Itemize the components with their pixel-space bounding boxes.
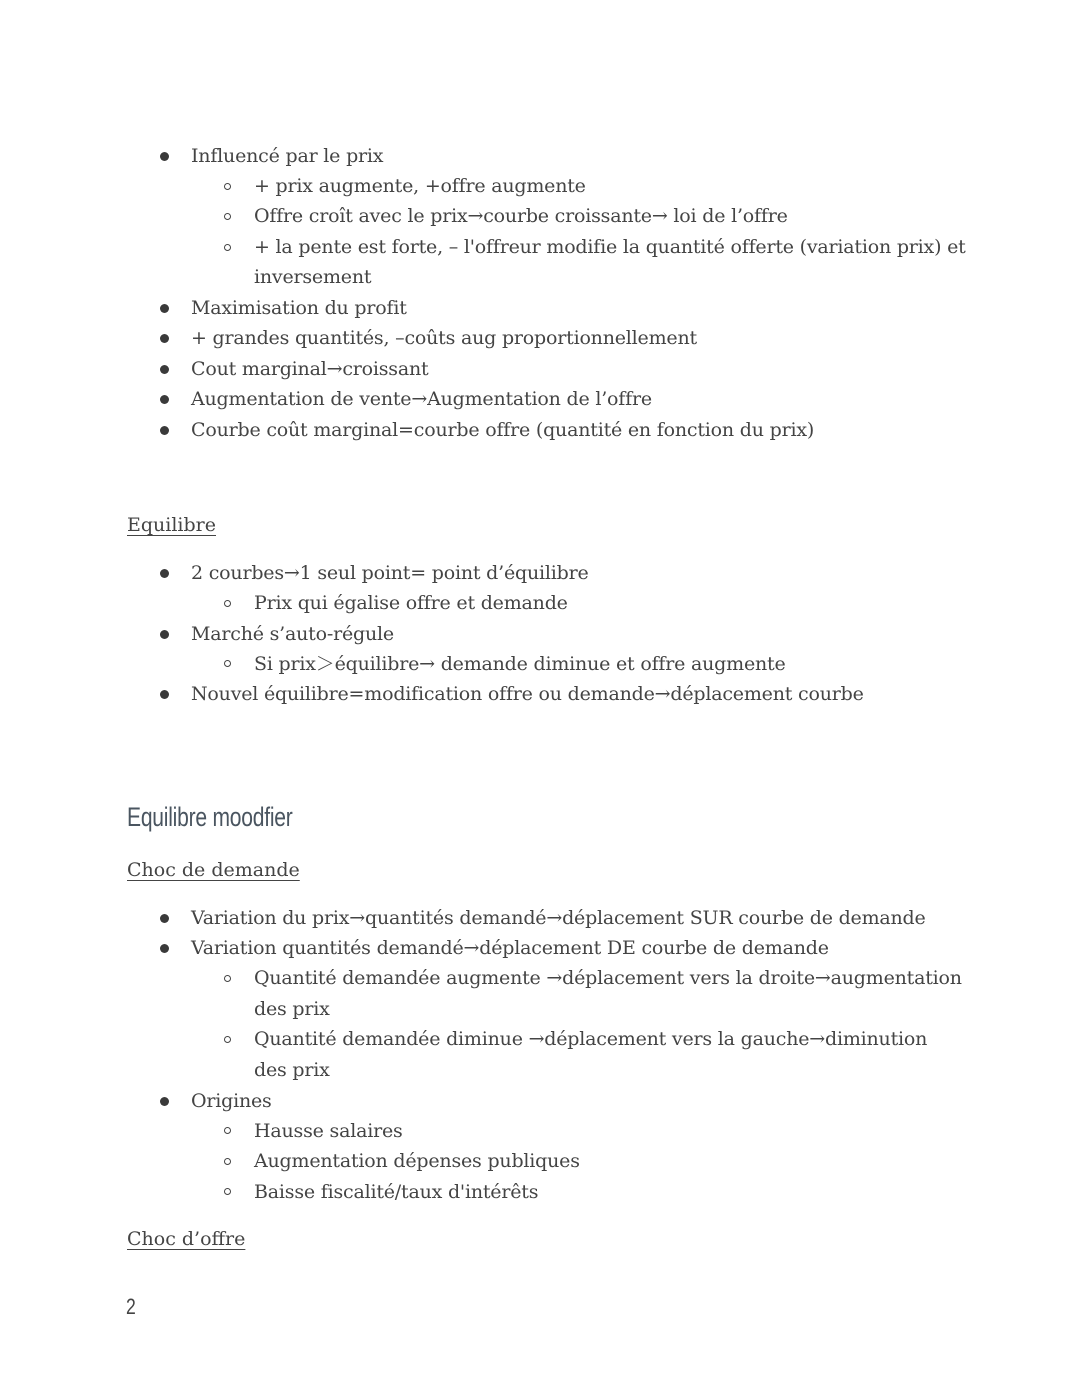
sub-list-item-continuation: des prix: [254, 1059, 330, 1081]
list-item: Origines: [191, 1090, 272, 1112]
list-item: Cout marginal→croissant: [191, 358, 429, 380]
circle-bullet-icon: [224, 183, 231, 190]
circle-bullet-icon: [224, 244, 231, 251]
list-item: Nouvel équilibre=modification offre ou demande→déplacement courbe: [191, 683, 864, 705]
sub-list-item-continuation: inversement: [254, 266, 372, 288]
bullet-icon: [160, 395, 169, 404]
list-item: Augmentation de vente→Augmentation de l’offre: [191, 388, 652, 410]
bullet-icon: [160, 426, 169, 435]
bullet-icon: [160, 365, 169, 374]
sub-list-item-continuation: des prix: [254, 998, 330, 1020]
subheading-choc-offre: Choc d’offre: [127, 1228, 246, 1250]
bullet-icon: [160, 690, 169, 699]
bullet-icon: [160, 1097, 169, 1106]
sub-list-item: Baisse fiscalité/taux d'intérêts: [254, 1181, 539, 1203]
subheading-choc-demande: Choc de demande: [127, 859, 300, 881]
sub-list-item: Si prix＞équilibre→ demande diminue et offre augmente: [254, 653, 786, 675]
list-item: Maximisation du profit: [191, 297, 407, 319]
sub-list-item: Offre croît avec le prix→courbe croissante→ loi de l’offre: [254, 205, 788, 227]
list-item: 2 courbes→1 seul point= point d’équilibre: [191, 562, 589, 584]
circle-bullet-icon: [224, 213, 231, 220]
section-title: Equilibre moodfier: [127, 802, 293, 832]
circle-bullet-icon: [224, 1127, 231, 1134]
circle-bullet-icon: [224, 1036, 231, 1043]
circle-bullet-icon: [224, 1188, 231, 1195]
list-item: + grandes quantités, –coûts aug proportionnellement: [191, 327, 697, 349]
sub-list-item: Quantité demandée diminue →déplacement vers la gauche→diminution: [254, 1028, 928, 1050]
bullet-icon: [160, 334, 169, 343]
bullet-icon: [160, 630, 169, 639]
sub-list-item: Prix qui égalise offre et demande: [254, 592, 568, 614]
list-item: Marché s’auto-régule: [191, 623, 394, 645]
circle-bullet-icon: [224, 975, 231, 982]
list-item: Courbe coût marginal=courbe offre (quantité en fonction du prix): [191, 419, 815, 441]
sub-list-item: + prix augmente, +offre augmente: [254, 175, 586, 197]
circle-bullet-icon: [224, 1158, 231, 1165]
sub-list-item: Augmentation dépenses publiques: [254, 1150, 580, 1172]
circle-bullet-icon: [224, 600, 231, 607]
list-item: Variation quantités demandé→déplacement DE courbe de demande: [191, 937, 829, 959]
bullet-icon: [160, 569, 169, 578]
bullet-icon: [160, 152, 169, 161]
list-item: Influencé par le prix: [191, 145, 384, 167]
bullet-icon: [160, 304, 169, 313]
bullet-icon: [160, 914, 169, 923]
sub-list-item: Quantité demandée augmente →déplacement vers la droite→augmentation: [254, 967, 962, 989]
bullet-icon: [160, 944, 169, 953]
sub-list-item: Hausse salaires: [254, 1120, 403, 1142]
list-item: Variation du prix→quantités demandé→déplacement SUR courbe de demande: [191, 907, 926, 929]
subheading-equilibre: Equilibre: [127, 514, 216, 536]
circle-bullet-icon: [224, 660, 231, 667]
sub-list-item: + la pente est forte, – l'offreur modifie la quantité offerte (variation prix) et: [254, 236, 966, 258]
page-number: 2: [126, 1294, 136, 1319]
